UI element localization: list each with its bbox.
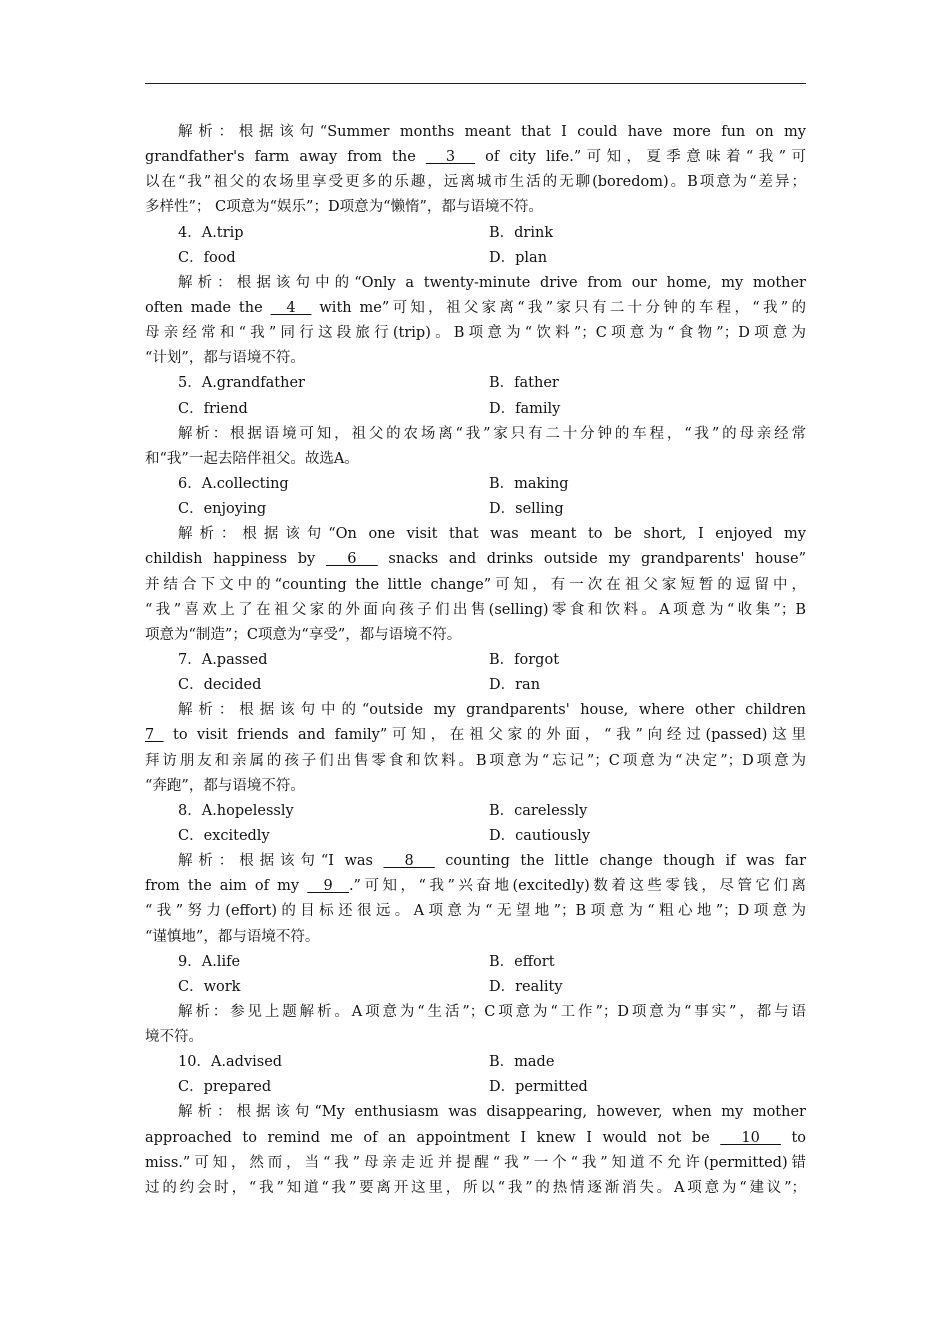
option-c: C．decided — [178, 677, 262, 694]
explanation-line: 解析：根据该句中的“Only a twenty-minute drive from our home, my mother — [178, 274, 806, 291]
blank-4: 4 — [270, 299, 312, 316]
explanation-line: 解析：根据该句“Summer months meant that I could have more fun on my — [178, 124, 806, 140]
option-row — [145, 1075, 806, 1100]
option-b: B．effort — [489, 953, 555, 970]
explanation-line: childish happiness by 6 snacks and drinks outside my grandparents' house” — [145, 551, 806, 568]
option-a: 7．A.passed — [178, 651, 268, 668]
explanation-line: 解析：根据该句“I was 8 counting the little change though if was far — [178, 853, 806, 870]
option-a: 10．A.advised — [178, 1054, 283, 1071]
option-b: B．made — [489, 1054, 555, 1071]
option-d: D．family — [489, 400, 561, 417]
option-b: B．carelessly — [489, 802, 588, 819]
explanation-line: 并结合下文中的“counting the little change”可知，有一次在祖父家短暂的逗留中， — [145, 576, 806, 593]
option-row — [145, 648, 806, 673]
option-row — [145, 975, 806, 1000]
explanation-line: grandfather's farm away from the 3 of city life.”可知，夏季意味着“我”可 — [145, 149, 806, 166]
option-b: B．drink — [489, 224, 554, 241]
option-row — [145, 950, 806, 975]
option-a: 5．A.grandfather — [178, 375, 305, 392]
option-row — [145, 371, 806, 396]
option-d: D．cautiously — [489, 827, 591, 844]
blank-9: 9 — [307, 878, 349, 895]
explanation-line: 和“我”一起去陪伴祖父。故选A。 — [145, 450, 359, 467]
explanation-line: “我”喜欢上了在祖父家的外面向孩子们出售(selling)零食和饮料。A项意为“收集”；B — [145, 601, 806, 618]
option-row — [145, 824, 806, 849]
option-row — [145, 497, 806, 522]
explanation-line: 过的约会时，“我”知道“我”要离开这里，所以“我”的热情逐渐消失。A项意为“建议”； — [145, 1179, 806, 1196]
option-row — [145, 799, 806, 824]
option-c: C．friend — [178, 400, 248, 417]
explanation-line: 以在“我”祖父的农场里享受更多的乐趣，远离城市生活的无聊(boredom)。B项意为“差异； — [145, 174, 806, 191]
option-row — [145, 472, 806, 497]
option-c: C．work — [178, 978, 241, 995]
explanation-line: miss.”可知，然而，当“我”母亲走近并提醒“我”一个“我”知道不允许(permitted)错 — [145, 1154, 806, 1171]
option-a: 9．A.life — [178, 953, 241, 970]
explanation-line: 项意为“制造”；C项意为“享受”，都与语境不符。 — [145, 626, 462, 643]
option-row — [145, 673, 806, 698]
explanation-line: 母亲经常和“我”同行这段旅行(trip)。B项意为“饮料”；C项意为“食物”；D项意为 — [145, 325, 806, 342]
option-d: D．plan — [489, 249, 548, 266]
option-a: 6．A.collecting — [178, 475, 289, 492]
option-row — [145, 246, 806, 271]
blank-10: 10 — [720, 1129, 781, 1146]
option-d: D．permitted — [489, 1079, 588, 1096]
blank-7: 7 — [145, 727, 164, 744]
explanation-line: 境不符。 — [145, 1029, 203, 1046]
blank-6: 6 — [325, 551, 378, 568]
explanation-line: often made the 4 with me”可知，祖父家离“我”家只有二十分钟的车程，“我”的 — [145, 299, 806, 316]
document-body — [145, 120, 806, 1201]
explanation-line: “我”努力(effort)的目标还很远。A项意为“无望地”；B项意为“粗心地”；D项意为 — [145, 903, 806, 920]
option-row — [145, 221, 806, 246]
option-c: C．enjoying — [178, 501, 267, 518]
option-d: D．reality — [489, 978, 563, 995]
option-c: C．food — [178, 249, 236, 266]
explanation-line: 解析：根据语境可知，祖父的农场离“我”家只有二十分钟的车程，“我”的母亲经常 — [178, 425, 806, 442]
option-c: C．excitedly — [178, 827, 270, 844]
option-a: 4．A.trip — [178, 224, 244, 241]
explanation-line: “奔跑”，都与语境不符。 — [145, 777, 305, 794]
explanation-line: 解析：根据该句“My enthusiasm was disappearing, however, when my mother — [178, 1104, 806, 1121]
option-d: D．ran — [489, 677, 541, 694]
explanation-line: “计划”，都与语境不符。 — [145, 350, 305, 367]
option-b: B．making — [489, 475, 569, 492]
blank-3: 3 — [425, 149, 476, 166]
blank-8: 8 — [383, 853, 435, 870]
option-d: D．selling — [489, 501, 564, 518]
explanation-line: 解析：参见上题解析。A项意为“生活”；C项意为“工作”；D项意为“事实”，都与语 — [178, 1003, 806, 1020]
explanation-line: from the aim of my 9 .”可知，“我”兴奋地(excitedly)数着这些零钱，尽管它们离 — [145, 878, 806, 895]
explanation-line: 拜访朋友和亲属的孩子们出售零食和饮料。B项意为“忘记”；C项意为“决定”；D项意为 — [145, 752, 806, 769]
explanation-line: approached to remind me of an appointment I knew I would not be 10 to — [145, 1129, 807, 1146]
header-rule — [145, 83, 806, 84]
explanation-line: “谨慎地”，都与语境不符。 — [145, 928, 320, 945]
option-a: 8．A.hopelessly — [178, 802, 294, 819]
explanation-line: 解析：根据该句中的“outside my grandparents' house, where other children — [178, 702, 806, 719]
explanation-line: 7 to visit friends and family”可知，在祖父家的外面，“我”向经过(passed)这里 — [145, 727, 806, 744]
option-row — [145, 1050, 806, 1075]
option-b: B．father — [489, 375, 559, 392]
option-row — [145, 397, 806, 422]
option-b: B．forgot — [489, 651, 560, 668]
explanation-line: 解析：根据该句“On one visit that was meant to be short, I enjoyed my — [178, 526, 806, 543]
option-c: C．prepared — [178, 1079, 272, 1096]
explanation-line: 多样性”； C项意为“娱乐”；D项意为“懒惰”，都与语境不符。 — [145, 199, 543, 216]
